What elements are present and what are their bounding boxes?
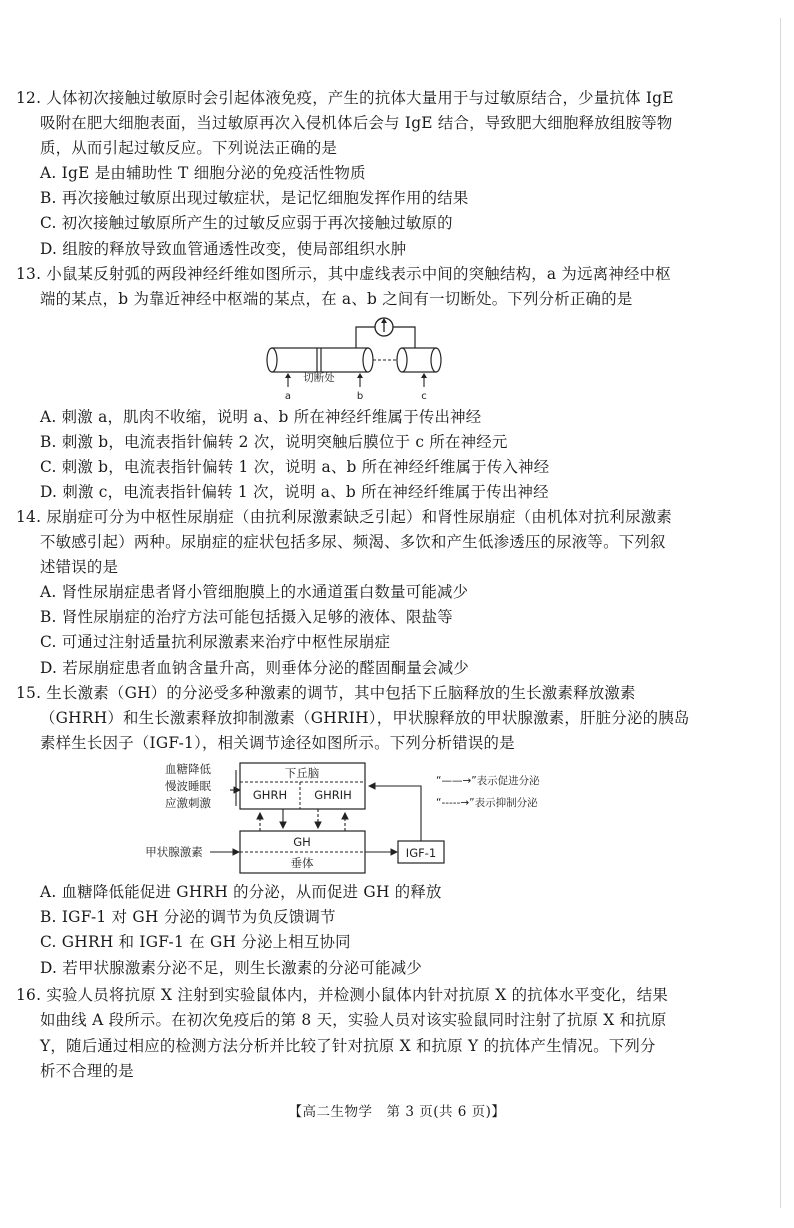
q12-stem-line-2: 吸附在肥大细胞表面，当过敏原再次入侵机体后会与 IgE 结合，导致肥大细胞释放组胺等物 [40,114,673,132]
q12-stem-line-3: 质，从而引起过敏反应。下列说法正确的是 [40,139,338,157]
cut-label: 切断处 [303,372,335,384]
q13-option-d[interactable]: D. 刺激 c，电流表指针偏转 1 次，说明 a、b 所在神经纤维属于传出神经 [40,483,549,501]
gh-label: GH [293,835,311,849]
q13-option-b[interactable]: B. 刺激 b，电流表指针偏转 2 次，说明突触后膜位于 c 所在神经元 [40,433,508,451]
ghrh-label: GHRH [252,788,288,802]
pituitary-label: 垂体 [290,856,314,870]
q15-option-a[interactable]: A. 血糖降低能促进 GHRH 的分泌，从而促进 GH 的释放 [40,883,442,901]
legend-promote: “——→”表示促进分泌 [436,775,540,787]
stimulus-stress: 应激刺激 [165,796,211,810]
q15-stem-line-1: 15. 生长激素（GH）的分泌受多种激素的调节，其中包括下丘脑释放的生长激素释放激素 [16,684,636,702]
q15-option-b[interactable]: B. IGF-1 对 GH 分泌的调节为负反馈调节 [40,908,336,926]
q15-stem-line-2: （GHRH）和生长激素释放抑制激素（GHRIH），甲状腺释放的甲状腺激素，肝脏分泌的胰岛 [40,709,690,727]
q14-stem-line-3: 述错误的是 [40,558,119,576]
q16-stem-line-3: Y，随后通过相应的检测方法分析并比较了针对抗原 X 和抗原 Y 的抗体产生情况。下列分 [40,1037,656,1055]
q12-option-a[interactable]: A. IgE 是由辅助性 T 细胞分泌的免疫活性物质 [40,164,366,182]
q12-stem-line-1: 12. 人体初次接触过敏原时会引起体液免疫，产生的抗体大量用于与过敏原结合，少量抗体 IgE [16,89,674,107]
q15-option-c[interactable]: C. GHRH 和 IGF-1 在 GH 分泌上相互协同 [40,933,351,951]
point-a-label: a [284,391,292,402]
scan-edge-line [780,18,781,1208]
q13-stem-line-2: 端的某点，b 为靠近神经中枢端的某点，在 a、b 之间有一切断处。下列分析正确的是 [40,290,633,308]
q16-stem-line-4: 析不合理的是 [40,1062,134,1080]
point-b-label: b [356,391,364,402]
gh-regulation-diagram [140,758,580,880]
q14-stem-line-2: 不敏感引起）两种。尿崩症的症状包括多尿、频渴、多饮和产生低渗透压的尿液等。下列叙 [40,533,666,551]
q15-stem-line-3: 素样生长因子（IGF-1），相关调节途径如图所示。下列分析错误的是 [40,734,515,752]
q14-stem-line-1: 14. 尿崩症可分为中枢性尿崩症（由抗利尿激素缺乏引起）和肾性尿崩症（由机体对抗利尿激素 [16,508,672,526]
point-c-label: c [421,391,427,402]
q14-option-a[interactable]: A. 肾性尿崩症患者肾小管细胞膜上的水通道蛋白数量可能减少 [40,583,469,601]
q13-option-a[interactable]: A. 刺激 a，肌肉不收缩，说明 a、b 所在神经纤维属于传出神经 [40,408,482,426]
igf1-label: IGF-1 [405,846,437,860]
q16-stem-line-2: 如曲线 A 段所示。在初次免疫后的第 8 天，实验人员对该实验鼠同时注射了抗原 X 和抗原 [40,1011,667,1029]
thyroid-hormone-label: 甲状腺激素 [145,845,203,859]
legend-inhibit: “-----→”表示抑制分泌 [436,797,538,809]
ghrih-label: GHRIH [314,788,352,802]
page-footer: 【高二生物学 第 3 页(共 6 页)】 [288,1104,506,1120]
q15-option-d[interactable]: D. 若甲状腺激素分泌不足，则生长激素的分泌可能减少 [40,959,423,977]
hypothalamus-label: 下丘脑 [284,766,320,780]
left-nerve-fiber [272,348,368,372]
q12-option-c[interactable]: C. 初次接触过敏原所产生的过敏反应弱于再次接触过敏原的 [40,214,453,232]
q14-option-b[interactable]: B. 肾性尿崩症的治疗方法可能包括摄入足够的液体、限盐等 [40,608,453,626]
q12-option-b[interactable]: B. 再次接触过敏原出现过敏症状，是记忆细胞发挥作用的结果 [40,189,469,207]
q13-stem-line-1: 13. 小鼠某反射弧的两段神经纤维如图所示，其中虚线表示中间的突触结构，a 为远离神经中枢 [16,265,671,283]
q13-option-c[interactable]: C. 刺激 b，电流表指针偏转 1 次，说明 a、b 所在神经纤维属于传入神经 [40,458,550,476]
stimulus-low-blood-sugar: 血糖降低 [165,762,211,776]
stimulus-slow-wave-sleep: 慢波睡眠 [165,779,211,793]
q14-option-d[interactable]: D. 若尿崩症患者血钠含量升高，则垂体分泌的醛固酮量会减少 [40,659,469,677]
q12-option-d[interactable]: D. 组胺的释放导致血管通透性改变，使局部组织水肿 [40,240,407,258]
nerve-fiber-diagram [262,314,452,404]
q16-stem-line-1: 16. 实验人员将抗原 X 注射到实验鼠体内，并检测小鼠体内针对抗原 X 的抗体水平变化，结果 [16,986,669,1004]
q14-option-c[interactable]: C. 可通过注射适量抗利尿激素来治疗中枢性尿崩症 [40,633,391,651]
